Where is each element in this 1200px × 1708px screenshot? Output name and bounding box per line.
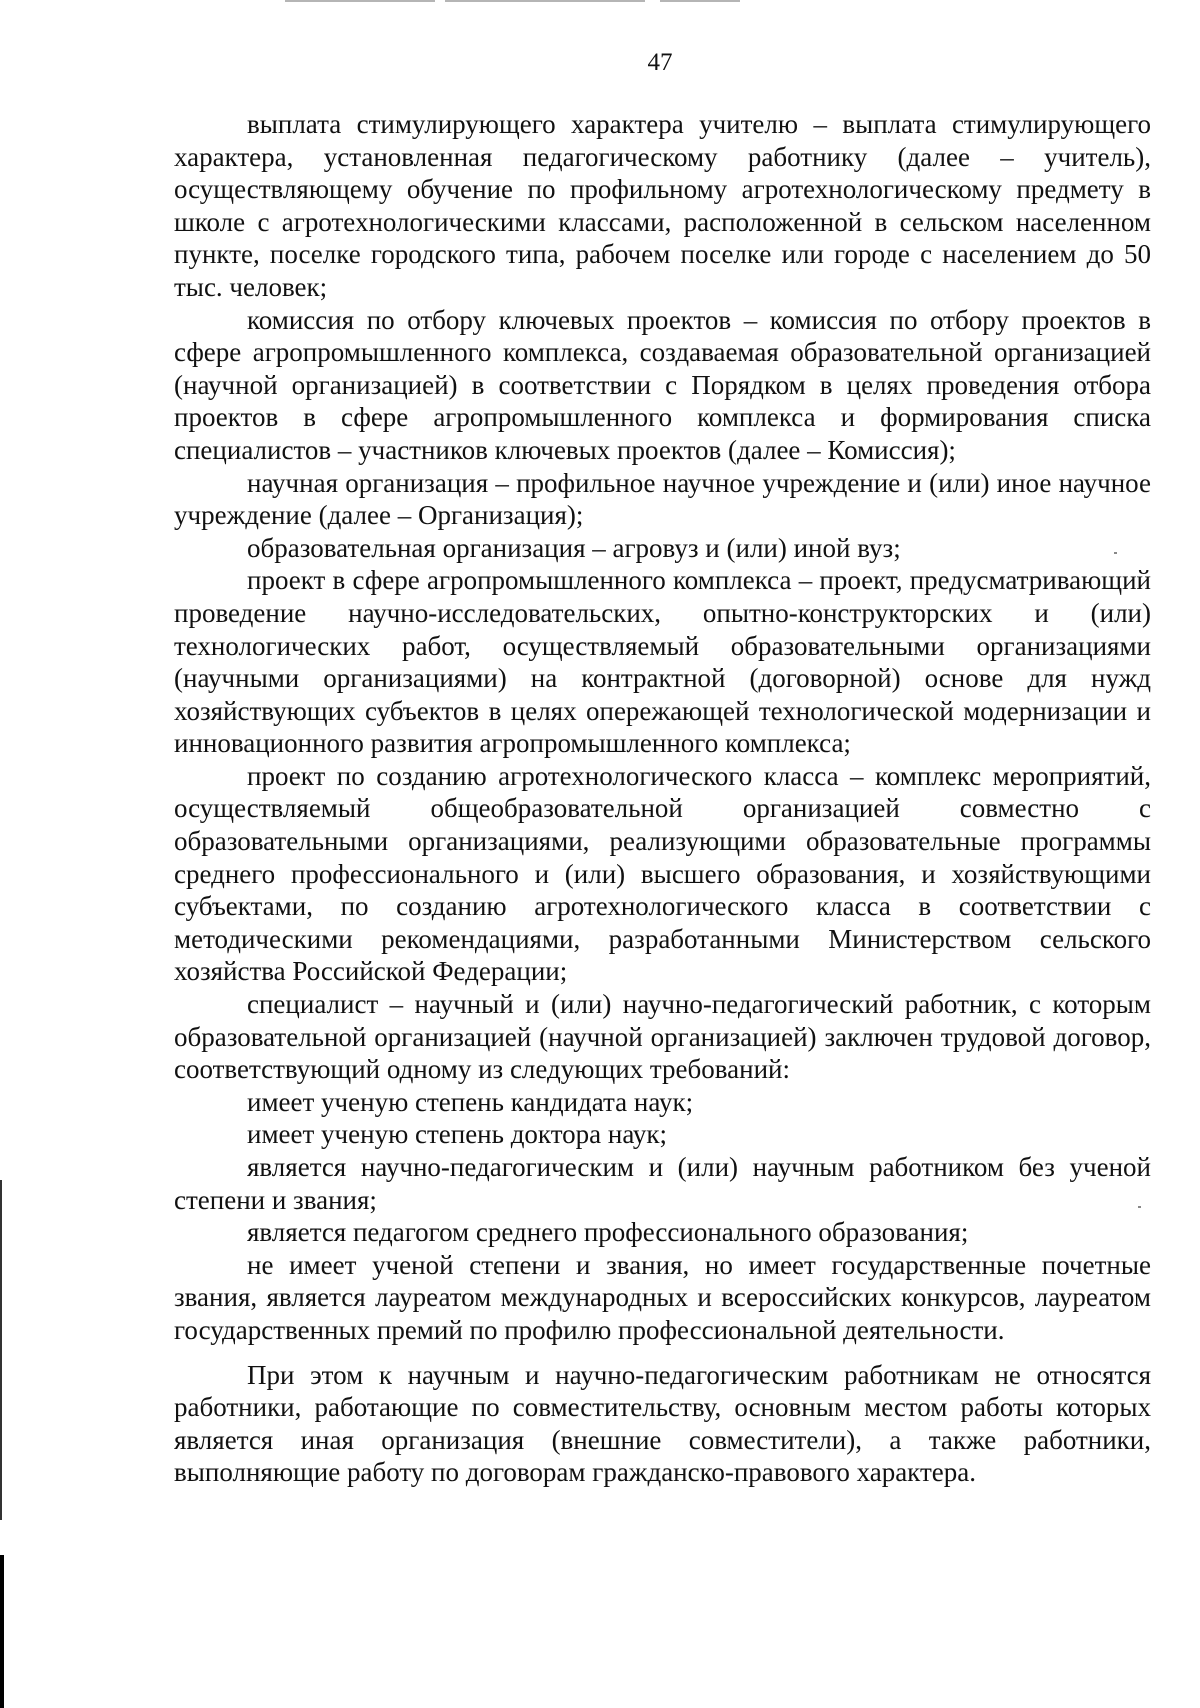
- paragraph-educational-organization: образовательная организация – агровуз и (или) иной вуз;: [247, 532, 901, 563]
- list-item-vocational-teacher: является педагогом среднего профессионального образования;: [247, 1217, 969, 1248]
- scan-left-edge: [0, 1180, 2, 1520]
- document-body: [174, 108, 1151, 1489]
- paragraph-commission: комиссия по отбору ключевых проектов – комиссия по отбору проектов в сфере агропромышленного комплекса, создаваемая образовательной организацией (научной организацией) в соответствии с Порядком в целях проведения отбора проектов в сфере агропромышленного комплекса и формирования списка специалистов – участников ключевых проектов (далее – Комиссия);: [174, 304, 1151, 465]
- list-item-doctor-degree: имеет ученую степень доктора наук;: [247, 1119, 668, 1150]
- scan-top-rule: [660, 0, 740, 2]
- list-item-no-degree-worker: является научно-педагогическим и (или) научным работником без ученой степени и звания;: [174, 1152, 1151, 1215]
- paragraph-exclusions: При этом к научным и научно-педагогическим работникам не относятся работники, работающие по совместительству, основным местом работы которых является иная организация (внешние совместители), а также работники, выполняющие работу по договорам гражданско-правового характера.: [174, 1359, 1151, 1488]
- paragraph-agrotech-class-project: проект по созданию агротехнологического класса – комплекс мероприятий, осуществляемый общеобразовательной организацией совместно с образовательными организациями, реализующими образовательные программы среднего профессионального и (или) высшего образования, и хозяйствующими субъектами, по созданию агротехнологического класса в соответствии с методическими рекомендациями, разработанными Министерством сельского хозяйства Российской Федерации;: [174, 760, 1151, 987]
- paragraph-agro-project: проект в сфере агропромышленного комплекса – проект, предусматривающий проведение научно-исследовательских, опытно-конструкторских и (или) технологических работ, осуществляемый образовательными организациями (научными организациями) на контрактной (договорной) основе для нужд хозяйствующих субъектов в целях опережающей технологической модернизации и инновационного развития агропромышленного комплекса;: [174, 565, 1151, 759]
- scan-top-rule: [445, 0, 645, 2]
- scan-left-edge: [0, 1555, 4, 1708]
- paragraph-scientific-organization: научная организация – профильное научное учреждение и (или) иное научное учреждение (далее – Организация);: [174, 467, 1151, 531]
- page-number: 47: [647, 49, 673, 76]
- list-item-candidate-degree: имеет ученую степень кандидата наук;: [247, 1086, 694, 1117]
- list-item-honorary-titles: не имеет ученой степени и звания, но имеет государственные почетные звания, является лауреатом международных и всероссийских конкурсов, лауреатом государственных премий по профилю профессиональной деятельности.: [174, 1249, 1151, 1345]
- paragraph-teacher-payment: выплата стимулирующего характера учителю – выплата стимулирующего характера, установленная педагогическому работнику (далее – учитель), осуществляющему обучение по профильному агротехнологическому предмету в школе с агротехнологическими классами, расположенной в сельском населенном пункте, поселке городского типа, рабочем поселке или городе с населением до 50 тыс. человек;: [174, 109, 1151, 302]
- scan-top-rule: [285, 0, 435, 2]
- paragraph-specialist: специалист – научный и (или) научно-педагогический работник, с которым образовательной организацией (научной организацией) заключен трудовой договор, соответствующий одному из следующих требований:: [174, 989, 1151, 1085]
